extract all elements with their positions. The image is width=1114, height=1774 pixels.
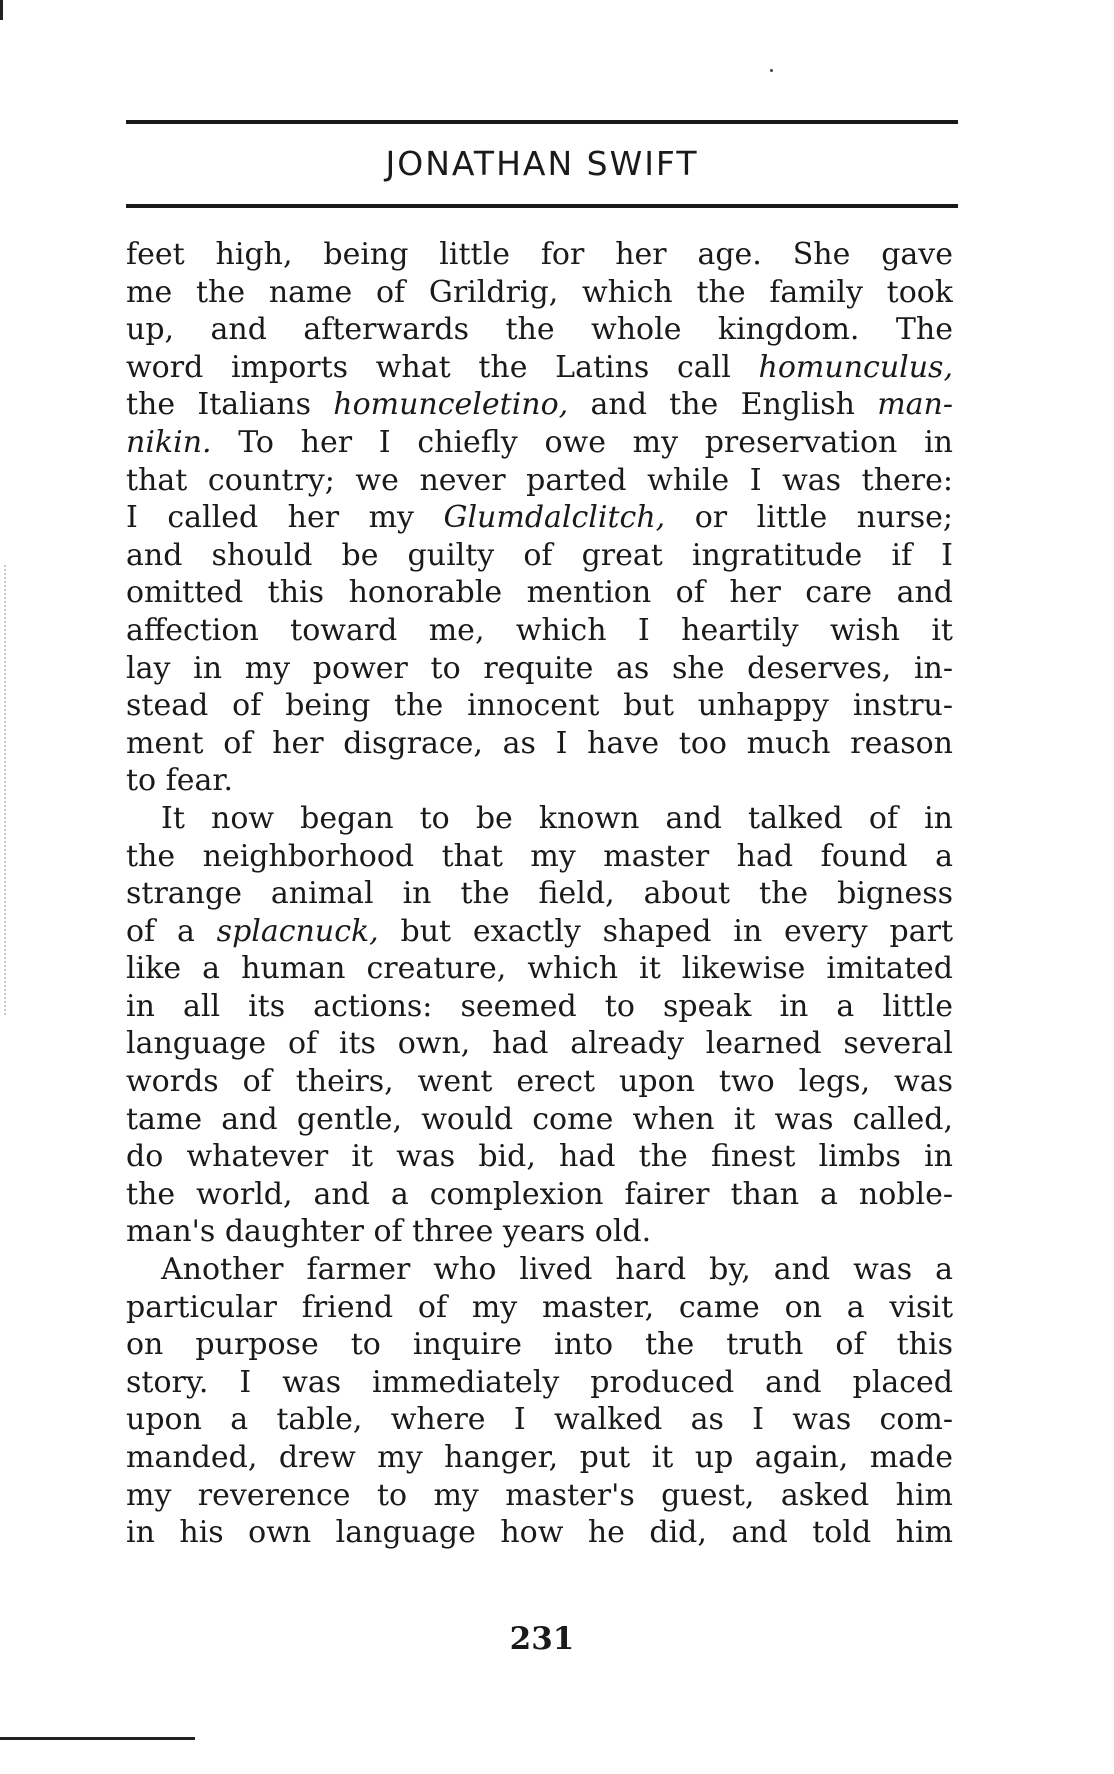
text-run: the Italians <box>126 387 334 423</box>
text-line <box>126 1289 953 1327</box>
text-run: I called her my <box>126 500 444 536</box>
running-head: JONATHAN SWIFT <box>385 144 699 183</box>
text-line <box>126 462 953 500</box>
text-line <box>126 537 953 575</box>
text-line <box>126 1063 953 1101</box>
text-line <box>126 913 953 951</box>
text-line <box>126 1251 953 1289</box>
text-run: that country; we never parted while I was there: <box>126 462 953 498</box>
text-run: omitted this honorable mention of her care and <box>126 575 953 611</box>
ink-speck <box>770 69 773 72</box>
text-line <box>126 1439 953 1477</box>
header-rule-bottom <box>126 204 958 208</box>
text-line <box>126 499 953 537</box>
text-run: or little nurse; <box>665 500 953 536</box>
text-line <box>126 1101 953 1139</box>
text-run: in his own language how he did, and told him <box>126 1515 953 1551</box>
text-line <box>126 988 953 1026</box>
text-line <box>126 838 953 876</box>
text-line <box>126 687 953 725</box>
text-line <box>126 311 953 349</box>
text-line <box>126 725 953 763</box>
text-run: strange animal in the field, about the bigness <box>126 876 953 912</box>
text-run: like a human creature, which it likewise imitated <box>126 951 953 987</box>
italic-term: Glumdalclitch, <box>443 500 666 536</box>
text-run: up, and afterwards the whole kingdom. The <box>126 312 953 348</box>
body-text <box>126 236 953 1552</box>
text-run: story. I was immediately produced and placed <box>126 1364 953 1400</box>
text-run: manded, drew my hanger, put it up again, made <box>126 1440 953 1475</box>
text-run: It now began to be known and talked of in <box>161 800 953 836</box>
text-line <box>126 274 953 312</box>
text-line <box>126 1326 953 1364</box>
text-run: tame and gentle, would come when it was called, <box>126 1101 953 1137</box>
text-line <box>126 875 953 913</box>
text-line <box>126 800 953 838</box>
text-line <box>126 1138 953 1176</box>
text-line <box>126 236 953 274</box>
text-run: feet high, being little for her age. She gave <box>126 237 953 272</box>
text-line <box>126 1477 953 1515</box>
header-rule-top <box>126 120 958 124</box>
text-run: and should be guilty of great ingratitude if I <box>126 537 953 573</box>
text-line <box>126 1213 953 1251</box>
text-line <box>126 1176 953 1214</box>
italic-term: homunculus, <box>758 349 953 385</box>
text-line <box>126 762 953 800</box>
text-run: to fear. <box>126 763 233 799</box>
text-line <box>126 650 953 688</box>
text-line <box>126 349 953 387</box>
scan-edge-mark <box>0 0 3 20</box>
text-run: lay in my power to requite as she deserves, in- <box>126 650 953 686</box>
text-run: language of its own, had already learned several <box>126 1026 953 1062</box>
text-line <box>126 386 953 424</box>
text-run: particular friend of my master, came on a visit <box>126 1289 953 1325</box>
text-run: of a <box>126 913 217 949</box>
text-run: the world, and a complexion fairer than a noble- <box>126 1176 953 1212</box>
text-run: affection toward me, which I heartily wish it <box>126 612 953 648</box>
text-run: word imports what the Latins call <box>126 349 759 385</box>
italic-term: homunceletino, <box>333 387 569 423</box>
text-run: upon a table, where I walked as I was com- <box>126 1402 953 1438</box>
text-run: words of theirs, went erect upon two legs, was <box>126 1064 953 1100</box>
italic-term: man- <box>877 387 953 423</box>
text-line <box>126 612 953 650</box>
text-run: stead of being the innocent but unhappy instru- <box>126 688 953 724</box>
italic-term: splacnuck, <box>216 913 379 949</box>
text-run: in all its actions: seemed to speak in a little <box>126 988 953 1024</box>
text-line <box>126 1514 953 1552</box>
text-line <box>126 424 953 462</box>
text-run: To her I chiefly owe my preservation in <box>211 424 953 460</box>
text-run: my reverence to my master's guest, asked him <box>126 1477 953 1513</box>
margin-scan-noise <box>4 565 10 1015</box>
text-line <box>126 574 953 612</box>
scan-edge-mark <box>0 1737 195 1740</box>
text-run: me the name of Grildrig, which the family took <box>126 274 953 310</box>
text-run: do whatever it was bid, had the finest limbs in <box>126 1139 953 1175</box>
text-run: but exactly shaped in every part <box>378 913 953 949</box>
text-run: on purpose to inquire into the truth of this <box>126 1327 953 1363</box>
text-run: Another farmer who lived hard by, and was a <box>161 1252 953 1288</box>
text-line <box>126 950 953 988</box>
page-number: 231 <box>509 1621 575 1657</box>
text-run: ment of her disgrace, as I have too much reason <box>126 725 953 761</box>
text-run: and the English <box>568 387 878 423</box>
text-line <box>126 1025 953 1063</box>
text-line <box>126 1364 953 1402</box>
italic-term: nikin. <box>126 424 212 460</box>
text-run: man's daughter of three years old. <box>126 1214 652 1250</box>
text-run: the neighborhood that my master had found a <box>126 838 953 874</box>
text-line <box>126 1401 953 1439</box>
